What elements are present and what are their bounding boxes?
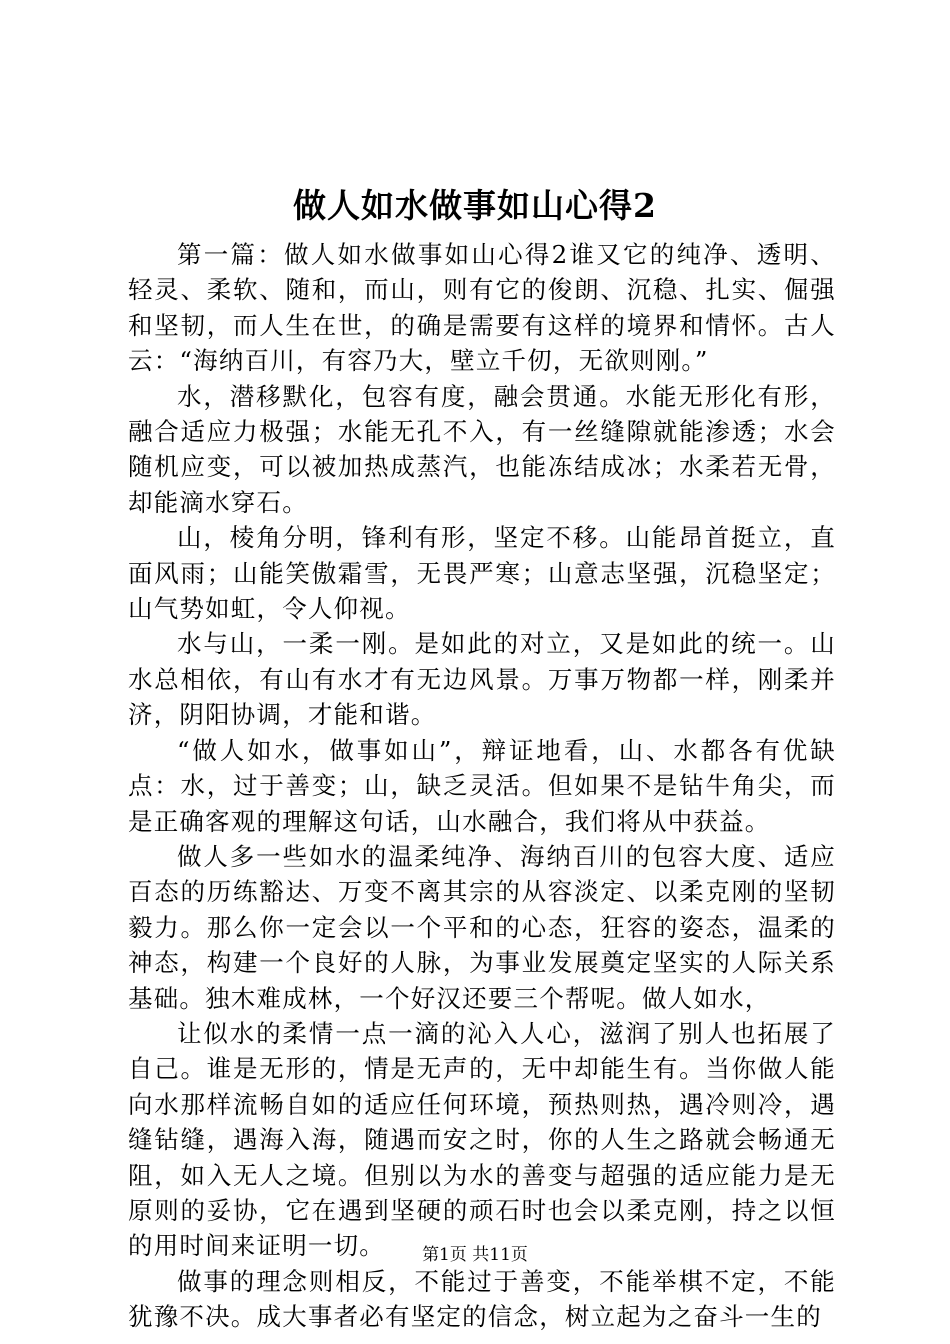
paragraph-6: 做人多一些如水的温柔纯净、海纳百川的包容大度、适应百态的历练豁达、万变不离其宗的从容淡定、以柔克刚的坚韧毅力。那么你一定会以一个平和的心态，狂容的姿态，温柔的神态，构建一个良好的人脉，为事业发展奠定坚实的人际关系基础。独木难成林，一个好汉还要三个帮呢。做人如水， [128,841,836,1013]
paragraph-3: 山，棱角分明，锋利有形，坚定不移。山能昂首挺立，直面风雨；山能笑傲霜雪，无畏严寒；山意志坚强，沉稳坚定；山气势如虹，令人仰视。 [128,523,836,624]
document-title: 做人如水做事如山心得2 [293,186,657,225]
paragraph-1: 第一篇：做人如水做事如山心得2谁又它的纯净、透明、轻灵、柔软、随和，而山，则有它的俊朗、沉稳、扎实、倔强和坚韧，而人生在世，的确是需要有这样的境界和情怀。古人云：“海纳百川，有容乃大，壁立千仞，无欲则刚。” [128,240,836,376]
page-number-footer: 第1页 共11页 [422,1245,528,1265]
paragraph-4: 水与山，一柔一刚。是如此的对立，又是如此的统一。山水总相依，有山有水才有无边风景。万事万物都一样，刚柔并济，阴阳协调，才能和谐。 [128,629,836,730]
paragraph-5: “做人如水，做事如山”，辩证地看，山、水都各有优缺点：水，过于善变；山，缺乏灵活。但如果不是钻牛角尖，而是正确客观的理解这句话，山水融合，我们将从中获益。 [128,735,836,836]
document-body [128,237,836,1335]
paragraph-8: 做事的理念则相反，不能过于善变，不能举棋不定，不能犹豫不决。成大事者必有坚定的信念，树立起为之奋斗一生的 [128,1266,836,1332]
paragraph-7: 让似水的柔情一点一滴的沁入人心，滋润了别人也拓展了自己。谁是无形的，情是无声的，无中却能生有。当你做人能向水那样流畅自如的适应任何环境，预热则热，遇冷则冷，遇缝钻缝，遇海入海，随遇而安之时，你的人生之路就会畅通无阻，如入无人之境。但别以为水的善变与超强的适应能力是无原则的妥协，它在遇到坚硬的顽石时也会以柔克刚，持之以恒的用时间来证明一切。 [128,1018,836,1261]
paragraph-2: 水，潜移默化，包容有度，融会贯通。水能无形化有形，融合适应力极强；水能无孔不入，有一丝缝隙就能渗透；水会随机应变，可以被加热成蒸汽，也能冻结成冰；水柔若无骨，却能滴水穿石。 [128,381,836,517]
